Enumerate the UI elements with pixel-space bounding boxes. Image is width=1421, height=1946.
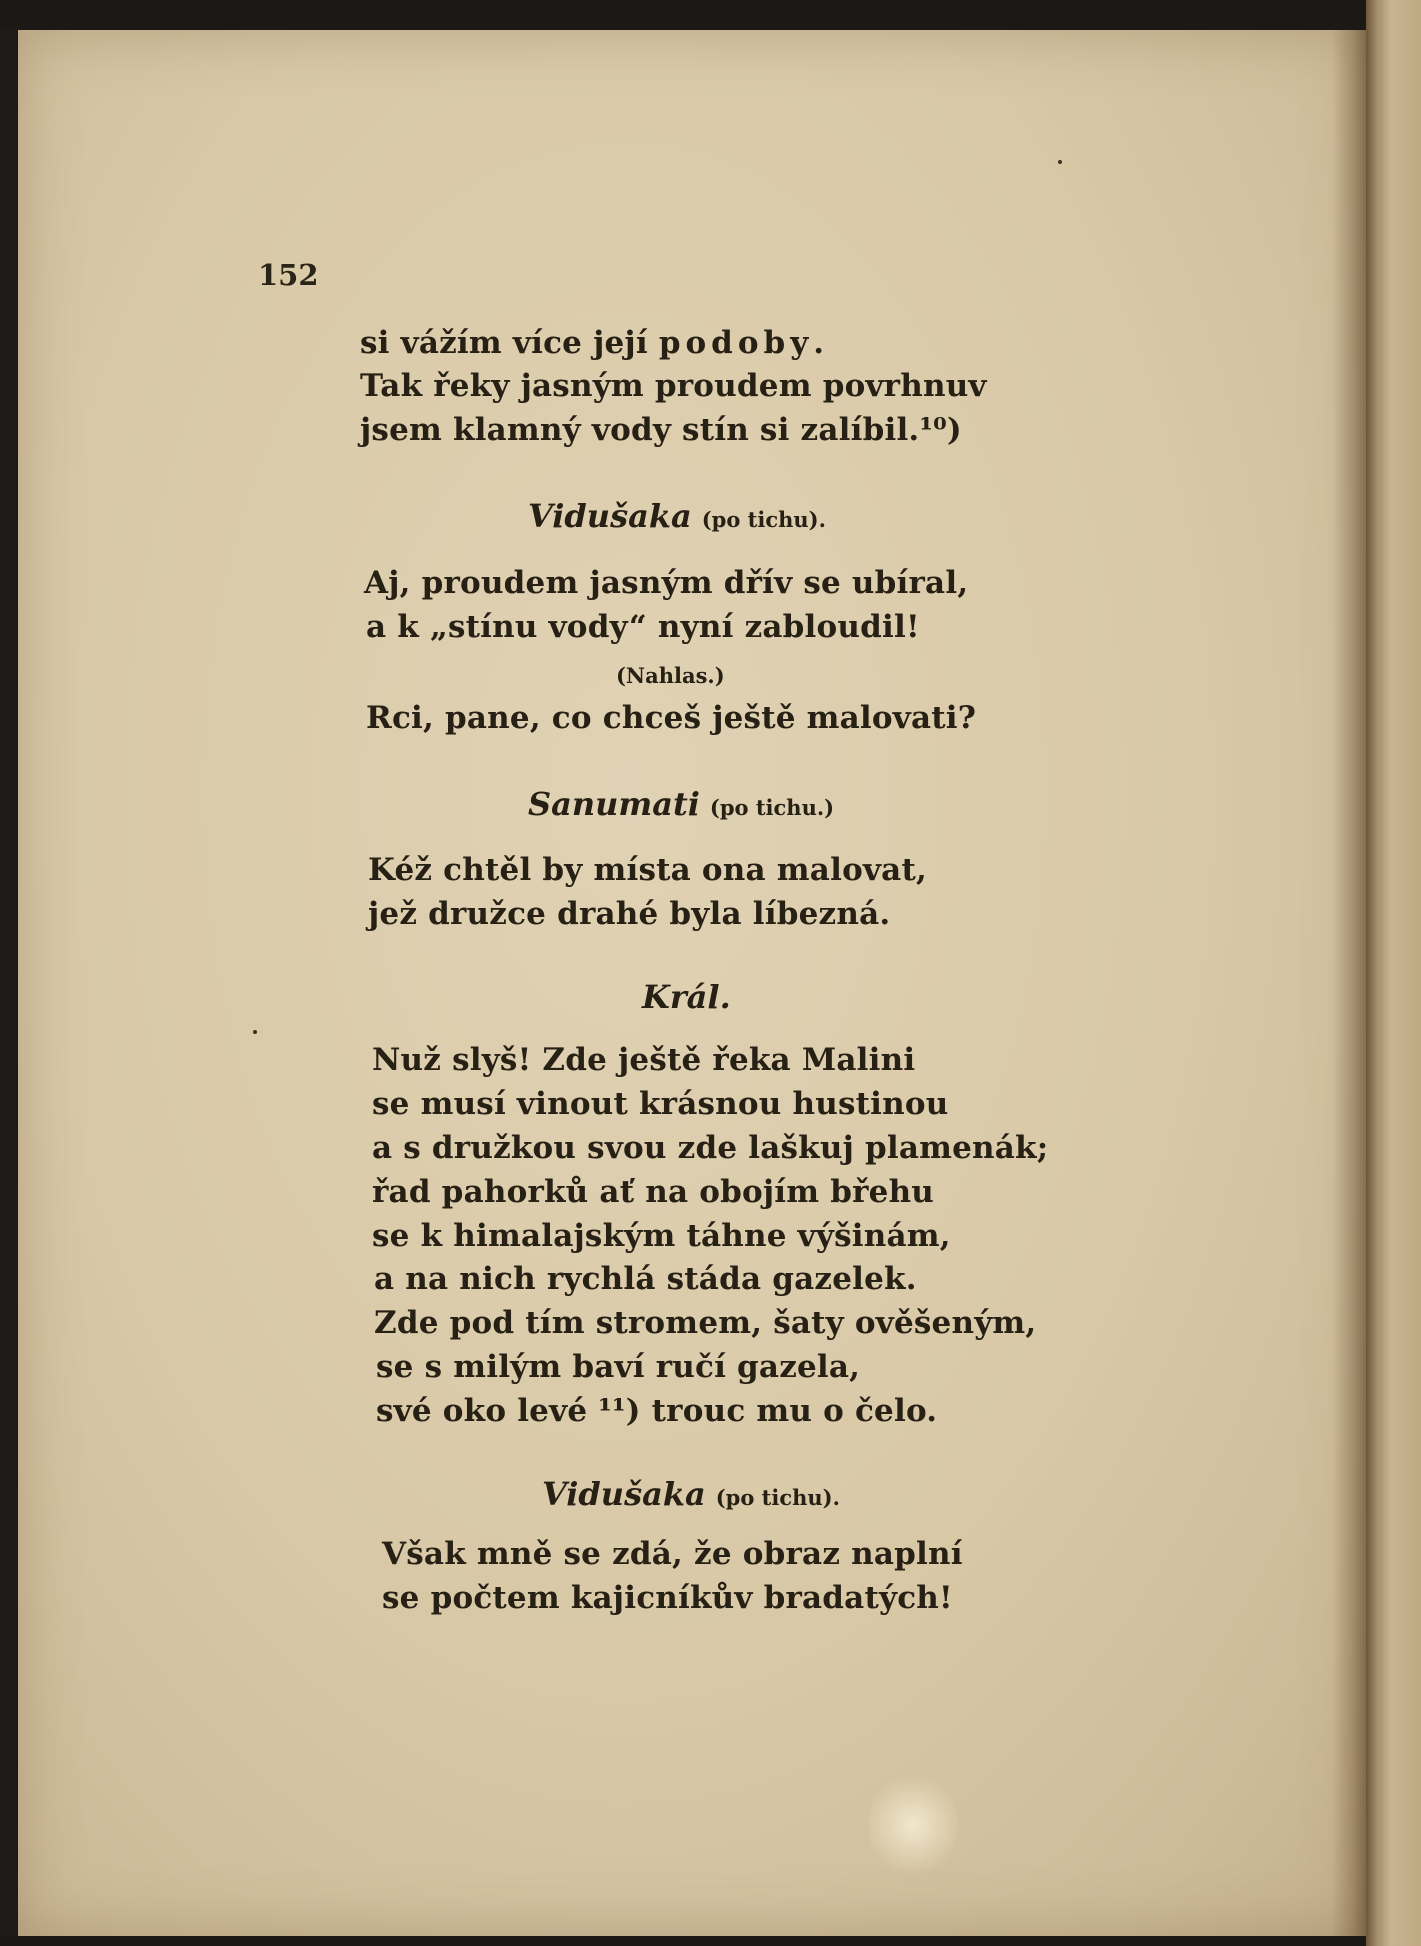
- verse-line: Zde pod tím stromem, šaty ověšeným,: [374, 1305, 1037, 1341]
- verse-line: se k himalajským táhne výšinám,: [372, 1218, 951, 1254]
- stage-direction: (Nahlas.): [616, 663, 725, 688]
- verse-line: Rci, pane, co chceš ještě malovati?: [366, 700, 977, 736]
- spine-shadow: [1332, 30, 1366, 1936]
- verse-line: se počtem kajicníkův bradatých!: [382, 1580, 953, 1616]
- verse-line: [360, 325, 824, 361]
- page-number: 152: [258, 258, 319, 292]
- verse-line: Kéž chtěl by místa ona malovat,: [368, 852, 927, 888]
- verse-line: jež družce drahé byla líbezná.: [368, 896, 891, 932]
- speaker-name: Vidušaka: [528, 497, 692, 535]
- speaker-name: Vidušaka: [542, 1475, 706, 1513]
- verse-line: Aj, proudem jasným dřív se ubíral,: [364, 565, 969, 601]
- speaker-heading: [528, 497, 826, 535]
- paper-speck: [1058, 160, 1062, 164]
- stage-direction: (po tichu.): [709, 795, 835, 820]
- speaker-heading: [542, 1475, 840, 1513]
- verse-line: Tak řeky jasným proudem povrhnuv: [360, 368, 987, 404]
- scan-top-border: [0, 0, 1421, 30]
- verse-line: a k „stínu vody“ nyní zabloudil!: [366, 609, 920, 645]
- verse-line: řad pahorků ať na obojím břehu: [372, 1174, 935, 1210]
- verse-line: jsem klamný vody stín si zalíbil.¹⁰): [360, 412, 962, 448]
- verse-line: se s milým baví ručí gazela,: [376, 1349, 861, 1385]
- speaker-name: Sanumati: [528, 785, 700, 823]
- scan-bottom-border: [0, 1936, 1421, 1946]
- emphasized-word: podoby: [658, 325, 814, 361]
- paper-speck: [253, 1030, 257, 1034]
- stage-direction: (po tichu).: [701, 507, 826, 532]
- next-page-edge: [1366, 0, 1421, 1946]
- verse-line: se musí vinout krásnou hustinou: [372, 1086, 949, 1122]
- speaker-name: Král.: [642, 978, 731, 1016]
- verse-line: a s družkou svou zde laškuj plamenák;: [372, 1130, 1049, 1166]
- speaker-heading: [642, 978, 731, 1016]
- speaker-heading: [528, 785, 834, 823]
- verse-line: své oko levé ¹¹) trouc mu o čelo.: [376, 1393, 938, 1429]
- verse-line: Však mně se zdá, že obraz naplní: [382, 1536, 963, 1572]
- paper-stain: [868, 1770, 958, 1880]
- verse-text: si vážím více její: [360, 325, 659, 361]
- verse-line: Nuž slyš! Zde ještě řeka Malini: [372, 1042, 916, 1078]
- verse-text: .: [813, 325, 825, 361]
- stage-direction: (po tichu).: [715, 1485, 840, 1510]
- verse-line: a na nich rychlá stáda gazelek.: [374, 1261, 917, 1297]
